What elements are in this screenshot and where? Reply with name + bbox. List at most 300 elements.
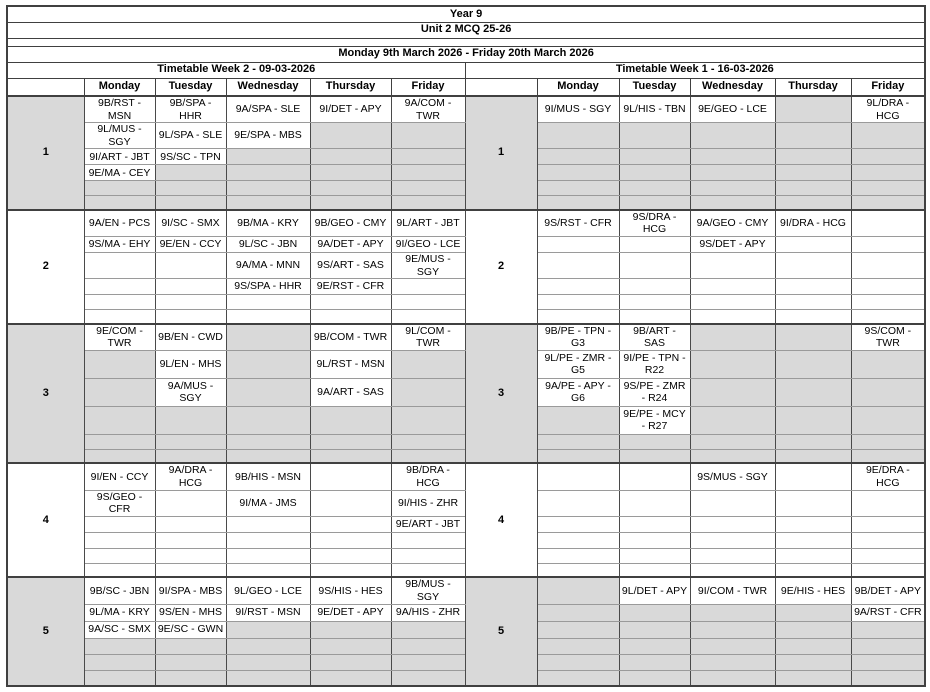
timetable-cell (619, 181, 690, 196)
timetable-cell (775, 516, 851, 532)
timetable-cell: 9E/ART - JBT (391, 516, 465, 532)
timetable-cell: 9B/HIS - MSN (226, 463, 310, 490)
timetable-cell: 9L/PE - ZMR - G5 (537, 350, 619, 378)
timetable-cell: 9S/DRA - HCG (619, 210, 690, 237)
timetable-cell: 9B/PE - TPN - G3 (537, 324, 619, 351)
timetable-cell (155, 654, 226, 670)
timetable-cell (391, 406, 465, 434)
timetable-cell (155, 532, 226, 548)
timetable-cell (851, 654, 925, 670)
timetable-cell (851, 532, 925, 548)
timetable-cell (775, 253, 851, 279)
timetable-cell (391, 449, 465, 463)
timetable-cell: 9L/DRA - HCG (851, 96, 925, 123)
timetable-cell (537, 253, 619, 279)
timetable-cell (391, 279, 465, 295)
timetable-cell: 9A/SC - SMX (84, 621, 155, 638)
timetable-cell (851, 196, 925, 210)
timetable-cell: 9L/HIS - TBN (619, 96, 690, 123)
timetable-cell (775, 463, 851, 490)
timetable-cell: 9S/COM - TWR (851, 324, 925, 351)
day-header-tuesday: Tuesday (155, 78, 226, 96)
timetable-cell (851, 378, 925, 406)
timetable-cell: 9S/DET - APY (690, 237, 775, 253)
timetable-cell: 9S/HIS - HES (310, 577, 391, 604)
timetable-cell: 9I/SC - SMX (155, 210, 226, 237)
timetable-cell (775, 434, 851, 449)
date-range: Monday 9th March 2026 - Friday 20th March 2026 (7, 46, 925, 62)
timetable-cell (226, 149, 310, 165)
timetable-cell (690, 279, 775, 295)
timetable-cell: 9B/SPA - HHR (155, 96, 226, 123)
timetable-cell: 9I/ART - JBT (84, 149, 155, 165)
timetable-cell (690, 490, 775, 516)
timetable-cell (226, 310, 310, 324)
timetable-cell: 9A/PE - APY - G6 (537, 378, 619, 406)
timetable-cell (851, 350, 925, 378)
day-header-corner (7, 78, 84, 96)
timetable-cell (155, 279, 226, 295)
timetable-cell (619, 149, 690, 165)
timetable-cell (391, 563, 465, 577)
timetable-cell (690, 165, 775, 181)
timetable-cell (391, 378, 465, 406)
timetable-cell (619, 670, 690, 686)
timetable-cell (391, 434, 465, 449)
day-header-wednesday: Wednesday (690, 78, 775, 96)
timetable-cell (537, 181, 619, 196)
timetable-cell (537, 463, 619, 490)
timetable-cell (537, 295, 619, 310)
timetable-cell: 9A/MUS - SGY (155, 378, 226, 406)
timetable-cell (226, 654, 310, 670)
timetable-cell (537, 434, 619, 449)
period-number: 3 (465, 324, 537, 464)
timetable-cell (851, 621, 925, 638)
timetable-cell (310, 548, 391, 563)
timetable-cell: 9E/DRA - HCG (851, 463, 925, 490)
timetable-cell: 9I/HIS - ZHR (391, 490, 465, 516)
timetable-cell (310, 532, 391, 548)
timetable-cell (690, 563, 775, 577)
timetable-cell (391, 654, 465, 670)
timetable-cell (537, 621, 619, 638)
day-header-wednesday: Wednesday (226, 78, 310, 96)
timetable-cell (537, 123, 619, 149)
timetable-cell (84, 434, 155, 449)
period-number: 2 (7, 210, 84, 324)
timetable-cell (84, 654, 155, 670)
timetable-cell (84, 181, 155, 196)
timetable-cell (775, 310, 851, 324)
timetable-cell (84, 310, 155, 324)
timetable-cell: 9S/RST - CFR (537, 210, 619, 237)
timetable-cell (537, 670, 619, 686)
timetable-cell (310, 490, 391, 516)
timetable-cell (391, 295, 465, 310)
timetable-cell (537, 406, 619, 434)
timetable-cell (775, 237, 851, 253)
timetable-cell (226, 165, 310, 181)
timetable-cell (690, 350, 775, 378)
timetable-cell (851, 490, 925, 516)
timetable-cell: 9I/MA - JMS (226, 490, 310, 516)
timetable-cell (84, 670, 155, 686)
period-number: 2 (465, 210, 537, 324)
timetable-cell: 9S/EN - MHS (155, 604, 226, 621)
timetable-cell (84, 638, 155, 654)
timetable-cell (84, 378, 155, 406)
timetable-cell (537, 449, 619, 463)
timetable-cell (690, 253, 775, 279)
timetable-cell: 9A/SPA - SLE (226, 96, 310, 123)
timetable-cell (690, 324, 775, 351)
year-title: Year 9 (7, 6, 925, 22)
timetable-cell (226, 516, 310, 532)
timetable-cell (775, 181, 851, 196)
timetable-cell (775, 548, 851, 563)
timetable-cell (851, 548, 925, 563)
timetable-cell (84, 196, 155, 210)
timetable-cell (537, 604, 619, 621)
timetable-cell (226, 324, 310, 351)
timetable-cell (619, 279, 690, 295)
timetable-cell (226, 350, 310, 378)
timetable-cell (690, 406, 775, 434)
timetable-cell (84, 563, 155, 577)
timetable-cell (690, 670, 775, 686)
timetable-cell: 9S/MA - EHY (84, 237, 155, 253)
timetable-cell: 9L/RST - MSN (310, 350, 391, 378)
period-number: 4 (465, 463, 537, 577)
timetable-cell (619, 165, 690, 181)
timetable-cell (310, 149, 391, 165)
timetable-cell (775, 621, 851, 638)
timetable-cell (226, 406, 310, 434)
timetable-cell: 9E/EN - CCY (155, 237, 226, 253)
timetable-cell: 9E/HIS - HES (775, 577, 851, 604)
timetable-cell: 9E/GEO - LCE (690, 96, 775, 123)
timetable-cell (391, 165, 465, 181)
timetable-cell (619, 237, 690, 253)
timetable-cell (851, 670, 925, 686)
timetable-cell (84, 253, 155, 279)
timetable-cell (155, 295, 226, 310)
timetable-cell: 9I/MUS - SGY (537, 96, 619, 123)
timetable-cell (310, 196, 391, 210)
timetable-cell (310, 463, 391, 490)
timetable-cell (391, 548, 465, 563)
timetable-cell (391, 149, 465, 165)
timetable-cell (537, 532, 619, 548)
day-header-monday: Monday (537, 78, 619, 96)
timetable-cell (851, 165, 925, 181)
timetable-cell: 9B/RST - MSN (84, 96, 155, 123)
timetable-cell (619, 516, 690, 532)
timetable-cell (391, 196, 465, 210)
timetable-cell: 9L/COM - TWR (391, 324, 465, 351)
timetable-cell (391, 350, 465, 378)
timetable-cell: 9A/HIS - ZHR (391, 604, 465, 621)
timetable-cell (775, 604, 851, 621)
week-title-week1: Timetable Week 1 - 16-03-2026 (465, 62, 925, 78)
timetable-cell: 9E/PE - MCY - R27 (619, 406, 690, 434)
timetable-cell (537, 490, 619, 516)
timetable-cell (851, 638, 925, 654)
timetable-cell (775, 165, 851, 181)
timetable-cell (619, 563, 690, 577)
timetable-cell: 9E/COM - TWR (84, 324, 155, 351)
timetable-cell (690, 149, 775, 165)
timetable-cell: 9B/EN - CWD (155, 324, 226, 351)
timetable-cell: 9B/SC - JBN (84, 577, 155, 604)
timetable-cell (310, 434, 391, 449)
timetable-cell: 9B/MUS - SGY (391, 577, 465, 604)
timetable-cell (155, 449, 226, 463)
timetable-cell (155, 181, 226, 196)
timetable-cell: 9S/SC - TPN (155, 149, 226, 165)
timetable-cell (391, 310, 465, 324)
timetable-cell (537, 279, 619, 295)
timetable-cell (310, 638, 391, 654)
day-header-friday: Friday (851, 78, 925, 96)
timetable-cell: 9L/EN - MHS (155, 350, 226, 378)
timetable-cell (619, 463, 690, 490)
timetable-cell (690, 378, 775, 406)
day-header-tuesday: Tuesday (619, 78, 690, 96)
period-number: 3 (7, 324, 84, 464)
timetable-cell: 9L/GEO - LCE (226, 577, 310, 604)
timetable-cell (310, 670, 391, 686)
timetable-cell (84, 449, 155, 463)
timetable-cell (391, 123, 465, 149)
timetable-cell (851, 516, 925, 532)
timetable-cell (775, 449, 851, 463)
timetable-cell: 9B/MA - KRY (226, 210, 310, 237)
timetable-cell: 9L/MA - KRY (84, 604, 155, 621)
timetable-cell: 9A/ART - SAS (310, 378, 391, 406)
timetable-cell (84, 295, 155, 310)
timetable-cell (690, 621, 775, 638)
timetable-cell (775, 149, 851, 165)
timetable-cell (619, 434, 690, 449)
timetable-cell (690, 310, 775, 324)
timetable-cell (851, 149, 925, 165)
timetable-cell: 9E/DET - APY (310, 604, 391, 621)
timetable-cell (226, 378, 310, 406)
timetable-cell (226, 196, 310, 210)
timetable-cell (391, 638, 465, 654)
timetable-cell: 9I/COM - TWR (690, 577, 775, 604)
timetable-cell (619, 604, 690, 621)
timetable-cell: 9I/PE - TPN - R22 (619, 350, 690, 378)
period-number: 5 (7, 577, 84, 686)
timetable-cell: 9A/DRA - HCG (155, 463, 226, 490)
timetable-cell (537, 654, 619, 670)
timetable-cell (310, 654, 391, 670)
timetable-cell (775, 350, 851, 378)
timetable-cell (619, 548, 690, 563)
timetable-cell: 9B/DRA - HCG (391, 463, 465, 490)
timetable-cell (775, 96, 851, 123)
timetable-cell (226, 638, 310, 654)
timetable-cell (226, 181, 310, 196)
timetable-cell (84, 516, 155, 532)
timetable-cell: 9L/ART - JBT (391, 210, 465, 237)
timetable-cell: 9B/DET - APY (851, 577, 925, 604)
timetable-cell (155, 516, 226, 532)
timetable-cell: 9A/EN - PCS (84, 210, 155, 237)
timetable-cell (619, 310, 690, 324)
timetable-cell (155, 434, 226, 449)
timetable-cell (155, 253, 226, 279)
timetable-cell (775, 532, 851, 548)
timetable-cell (310, 295, 391, 310)
timetable-cell: 9I/SPA - MBS (155, 577, 226, 604)
timetable-cell (310, 181, 391, 196)
timetable-cell (391, 621, 465, 638)
period-number: 1 (465, 96, 537, 210)
timetable-cell (537, 237, 619, 253)
timetable-cell (155, 406, 226, 434)
timetable-cell (690, 516, 775, 532)
timetable-cell (537, 563, 619, 577)
timetable-cell (84, 548, 155, 563)
timetable-cell (690, 604, 775, 621)
timetable-cell: 9S/GEO - CFR (84, 490, 155, 516)
timetable-cell (537, 310, 619, 324)
day-header-corner (465, 78, 537, 96)
timetable-cell (690, 548, 775, 563)
day-header-monday: Monday (84, 78, 155, 96)
timetable-cell (84, 350, 155, 378)
timetable-cell (690, 638, 775, 654)
timetable-cell: 9B/COM - TWR (310, 324, 391, 351)
timetable-cell (537, 577, 619, 604)
timetable-cell (690, 532, 775, 548)
timetable-table (6, 5, 926, 687)
timetable-cell (619, 654, 690, 670)
timetable-cell (155, 563, 226, 577)
timetable-cell (851, 237, 925, 253)
timetable-cell (619, 449, 690, 463)
unit-title: Unit 2 MCQ 25-26 (7, 22, 925, 38)
timetable-cell: 9I/GEO - LCE (391, 237, 465, 253)
timetable-cell (310, 310, 391, 324)
timetable-cell (690, 123, 775, 149)
timetable-cell (690, 295, 775, 310)
timetable-cell (226, 563, 310, 577)
timetable-cell (690, 654, 775, 670)
day-header-friday: Friday (391, 78, 465, 96)
timetable-cell (537, 196, 619, 210)
timetable-cell (619, 295, 690, 310)
timetable-cell (226, 434, 310, 449)
timetable-cell (226, 670, 310, 686)
timetable-cell: 9S/SPA - HHR (226, 279, 310, 295)
timetable-cell: 9E/SC - GWN (155, 621, 226, 638)
timetable-cell (775, 196, 851, 210)
timetable-cell (155, 165, 226, 181)
week-title-week2: Timetable Week 2 - 09-03-2026 (7, 62, 465, 78)
timetable-cell (775, 123, 851, 149)
timetable-cell (537, 548, 619, 563)
timetable-cell (155, 548, 226, 563)
timetable-cell: 9I/DET - APY (310, 96, 391, 123)
timetable-cell: 9A/MA - MNN (226, 253, 310, 279)
timetable-cell (84, 279, 155, 295)
timetable-cell (537, 165, 619, 181)
timetable-cell (619, 621, 690, 638)
timetable-cell (775, 324, 851, 351)
timetable-cell (851, 406, 925, 434)
timetable-cell (84, 532, 155, 548)
timetable-cell (619, 123, 690, 149)
timetable-cell: 9I/RST - MSN (226, 604, 310, 621)
timetable-cell: 9A/GEO - CMY (690, 210, 775, 237)
timetable-cell (310, 406, 391, 434)
timetable-cell (851, 279, 925, 295)
timetable-cell: 9E/RST - CFR (310, 279, 391, 295)
timetable-cell (537, 516, 619, 532)
timetable-cell (775, 406, 851, 434)
timetable-cell (619, 532, 690, 548)
timetable-cell (690, 434, 775, 449)
timetable-cell (310, 123, 391, 149)
period-number: 5 (465, 577, 537, 686)
timetable-cell (775, 295, 851, 310)
timetable-cell: 9I/EN - CCY (84, 463, 155, 490)
timetable-cell (851, 210, 925, 237)
timetable-cell (851, 181, 925, 196)
timetable-cell (775, 490, 851, 516)
timetable-cell (690, 181, 775, 196)
spacer-row (7, 38, 925, 46)
timetable-cell (851, 123, 925, 149)
timetable-cell (226, 295, 310, 310)
timetable-cell: 9A/RST - CFR (851, 604, 925, 621)
timetable-cell (775, 563, 851, 577)
timetable-cell (851, 449, 925, 463)
timetable-cell (226, 548, 310, 563)
timetable-cell: 9S/ART - SAS (310, 253, 391, 279)
timetable-cell (84, 406, 155, 434)
timetable-cell (310, 165, 391, 181)
timetable-cell: 9S/MUS - SGY (690, 463, 775, 490)
timetable-cell (391, 181, 465, 196)
timetable-cell (310, 449, 391, 463)
timetable-cell (226, 532, 310, 548)
timetable-cell (537, 638, 619, 654)
timetable-cell (775, 670, 851, 686)
timetable-cell: 9A/COM - TWR (391, 96, 465, 123)
timetable-cell (690, 449, 775, 463)
timetable-cell (310, 621, 391, 638)
timetable-cell (851, 310, 925, 324)
timetable-cell (310, 563, 391, 577)
timetable-cell (155, 490, 226, 516)
day-header-thursday: Thursday (310, 78, 391, 96)
timetable-cell (775, 654, 851, 670)
timetable-cell: 9B/ART - SAS (619, 324, 690, 351)
timetable-cell (619, 490, 690, 516)
timetable-cell (155, 638, 226, 654)
timetable-cell: 9A/DET - APY (310, 237, 391, 253)
timetable-cell (391, 532, 465, 548)
timetable-cell (310, 516, 391, 532)
timetable-cell (226, 621, 310, 638)
timetable-cell: 9L/DET - APY (619, 577, 690, 604)
